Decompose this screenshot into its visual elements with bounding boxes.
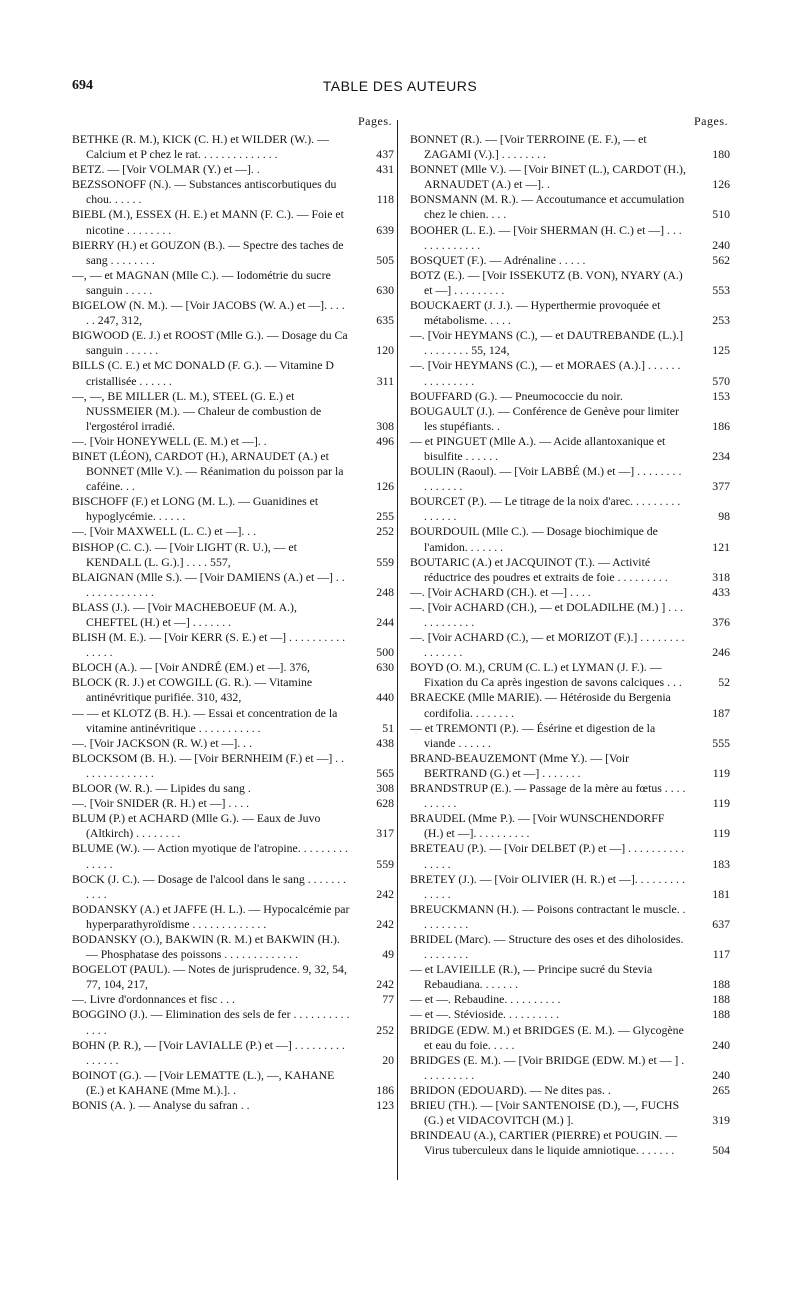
entry-text: BONIS (A. ). — Analyse du safran . .	[72, 1098, 250, 1112]
entry-page-refs: 240	[712, 1037, 730, 1052]
entry-page-refs: 377	[712, 479, 730, 494]
index-entry	[410, 962, 730, 992]
index-entry	[410, 690, 730, 720]
entry-page-refs: 637	[712, 916, 730, 931]
entry-page-refs: 117	[712, 947, 730, 962]
left-column	[72, 114, 394, 1113]
entry-page-refs: 246	[712, 645, 730, 660]
index-entry	[410, 841, 730, 871]
entry-text: BOOHER (L. E.). — [Voir SHERMAN (H. C.) et —] . . . . . . . . . . . . .	[410, 222, 682, 252]
index-entry	[72, 675, 394, 705]
entry-text: BLUM (P.) et ACHARD (Mlle G.). — Eaux de Juvo (Altkirch) . . . . . . . .	[72, 811, 321, 841]
entry-page-refs: 433	[712, 584, 730, 599]
entry-text: — et —. Rebaudine. . . . . . . . . .	[410, 992, 561, 1007]
entry-page-refs: 188	[712, 992, 730, 1007]
entry-page-refs: 440	[376, 690, 394, 705]
index-entry	[410, 660, 730, 690]
index-entry	[410, 630, 730, 660]
index-entry	[72, 389, 394, 434]
entry-text: BIGWOOD (E. J.) et ROOST (Mlle G.). — Dosage du Ca sanguin . . . . . .	[72, 328, 348, 358]
entry-page-refs: 77	[382, 992, 394, 1007]
entry-page-refs: 319	[712, 1113, 730, 1128]
entry-page-refs: 639	[376, 222, 394, 237]
entry-page-refs: 240	[712, 237, 730, 252]
entry-text: BOTZ (E.). — [Voir ISSEKUTZ (B. VON), NYARY (A.) et —] . . . . . . . . .	[410, 267, 683, 297]
entry-text: BISHOP (C. C.). — [Voir LIGHT (R. U.), — et KENDALL (L. G.).] . . . . 557,	[72, 539, 297, 569]
index-entry	[72, 630, 394, 660]
entry-text: BOUFFARD (G.). — Pneumococcie du noir.	[410, 388, 623, 403]
index-entry	[72, 570, 394, 600]
entry-page-refs: 126	[376, 479, 394, 494]
index-entry	[410, 268, 730, 298]
entry-page-refs: 562	[712, 252, 730, 267]
entry-text: BRAND-BEAUZEMONT (Mme Y.). — [Voir BERTRAND (G.) et —] . . . . . . .	[410, 750, 630, 780]
entry-page-refs: 559	[376, 856, 394, 871]
entry-text: —. [Voir JACKSON (R. W.) et —]. . .	[72, 735, 253, 750]
index-entry	[410, 781, 730, 811]
entry-text: —. [Voir ACHARD (C.), — et MORIZOT (F.).] . . . . . . . . . . . . . . .	[410, 630, 685, 660]
entry-text: BLOCK (R. J.) et COWGILL (G. R.). — Vitamine antinévritique purifiée. 310, 432,	[72, 675, 313, 705]
entry-page-refs: 376	[712, 615, 730, 629]
entry-text: BOCK (J. C.). — Dosage de l'alcool dans le sang . . . . . . . . . . .	[72, 871, 347, 901]
index-entry	[72, 706, 394, 736]
entry-page-refs: 253	[712, 313, 730, 328]
entry-page-refs: 120	[376, 343, 394, 358]
entry-page-refs: 244	[376, 615, 394, 629]
index-entry	[72, 600, 394, 630]
entry-page-refs: 125	[712, 343, 730, 358]
entry-page-refs: 126	[712, 177, 730, 192]
entry-page-refs: 559	[376, 554, 394, 569]
entry-text: BRIDEL (Marc). — Structure des oses et des diholosides. . . . . . . . .	[410, 931, 684, 962]
entry-page-refs: 504	[712, 1143, 730, 1158]
index-entry	[410, 358, 730, 388]
entry-text: —. [Voir HEYMANS (C.), — et DAUTREBANDE (L.).] . . . . . . . . 55, 124,	[410, 328, 684, 358]
entry-page-refs: 265	[712, 1082, 730, 1097]
index-entry	[72, 751, 394, 781]
entry-text: BREUCKMANN (H.). — Poisons contractant le muscle. . . . . . . . . .	[410, 901, 686, 931]
entry-text: BLISH (M. E.). — [Voir KERR (S. E.) et —] . . . . . . . . . . . . . . .	[72, 630, 346, 660]
entry-text: BISCHOFF (F.) et LONG (M. L.). — Guanidines et hypoglycémie. . . . . .	[72, 494, 319, 524]
index-entry	[72, 358, 394, 388]
index-entry	[72, 207, 394, 237]
entry-page-refs: 252	[376, 524, 394, 539]
entry-text: BRANDSTRUP (E.). — Passage de la mère au fœtus . . . . . . . . . .	[410, 781, 686, 811]
entry-page-refs: 255	[376, 509, 394, 524]
entry-text: BONSMANN (M. R.). — Accoutumance et accumulation chez le chien. . . .	[410, 192, 685, 222]
index-entry	[72, 781, 394, 796]
index-entry	[72, 811, 394, 841]
index-entry	[410, 1128, 730, 1158]
index-entry	[410, 223, 730, 253]
index-entry	[410, 1083, 730, 1098]
entry-page-refs: 153	[712, 388, 730, 403]
entry-text: BLASS (J.). — [Voir MACHEBOEUF (M. A.), CHEFTEL (H.) et —] . . . . . . .	[72, 599, 297, 629]
entry-page-refs: 630	[376, 282, 394, 297]
index-entry	[72, 736, 394, 751]
entry-page-refs: 119	[712, 826, 730, 841]
index-entry	[72, 328, 394, 358]
index-entry	[72, 238, 394, 268]
index-entry	[410, 1023, 730, 1053]
entry-page-refs: 188	[712, 1007, 730, 1022]
index-entry	[410, 1098, 730, 1128]
entry-text: —, — et MAGNAN (Mlle C.). — Iodométrie du sucre sanguin . . . . .	[72, 267, 331, 297]
entry-text: BODANSKY (A.) et JAFFE (H. L.). — Hypocalcémie par hyperparathyroïdisme . . . . . . . . . . . . .	[72, 901, 350, 931]
index-entry	[410, 1007, 730, 1022]
index-entry	[72, 660, 394, 675]
entry-text: BRAECKE (Mlle MARIE). — Hétéroside du Bergenia cordifolia. . . . . . . .	[410, 690, 671, 720]
entry-text: BOUTARIC (A.) et JACQUINOT (T.). — Activité réductrice des poudres et extraits de foie . . . . . . . . .	[410, 554, 668, 584]
entry-text: BLOCKSOM (B. H.). — [Voir BERNHEIM (F.) et —] . . . . . . . . . . . . . .	[72, 750, 345, 780]
entry-text: BOGELOT (PAUL). — Notes de jurisprudence. 9, 32, 54, 77, 104, 217,	[72, 962, 347, 992]
entry-text: BRIDGES (E. M.). — [Voir BRIDGE (EDW. M.) et — ] . . . . . . . . . .	[410, 1052, 685, 1082]
entry-text: BRAUDEL (Mme P.). — [Voir WUNSCHENDORFF (H.) et —]. . . . . . . . . .	[410, 811, 665, 841]
index-entry	[410, 298, 730, 328]
index-entry	[72, 524, 394, 539]
entry-text: BRETEY (J.). — [Voir OLIVIER (H. R.) et —]. . . . . . . . . . . . . .	[410, 871, 685, 901]
entry-text: BIEBL (M.), ESSEX (H. E.) et MANN (F. C.). — Foie et nicotine . . . . . . . .	[72, 207, 344, 237]
entry-text: BRIDGE (EDW. M.) et BRIDGES (E. M.). — Glycogène et eau du foie. . . . .	[410, 1022, 684, 1052]
entry-text: —. Livre d'ordonnances et fisc . . .	[72, 992, 235, 1007]
entry-text: BLOCH (A.). — [Voir ANDRÉ (EM.) et —]. 376,	[72, 660, 310, 675]
entry-text: BOGGINO (J.). — Elimination des sels de fer . . . . . . . . . . . . . .	[72, 1007, 350, 1037]
entry-text: BIGELOW (N. M.). — [Voir JACOBS (W. A.) et —]. . . . . . 247, 312,	[72, 298, 345, 328]
entry-page-refs: 555	[712, 735, 730, 750]
entry-text: BOURCET (P.). — Le titrage de la noix d'arec. . . . . . . . . . . . . . .	[410, 494, 681, 524]
entry-page-refs: 242	[376, 916, 394, 931]
entry-page-refs: 308	[376, 418, 394, 433]
entry-text: BILLS (C. E.) et MC DONALD (F. G.). — Vitamine D cristallisée . . . . . .	[72, 358, 334, 388]
entry-text: —. [Voir ACHARD (CH.). et —] . . . .	[410, 584, 591, 599]
entry-page-refs: 187	[712, 705, 730, 720]
index-entry	[72, 132, 394, 162]
entry-page-refs: 121	[712, 539, 730, 554]
entry-text: — et —. Stévioside. . . . . . . . . .	[410, 1007, 560, 1022]
index-entry	[410, 585, 730, 600]
index-entry	[72, 1068, 394, 1098]
index-entry	[72, 434, 394, 449]
index-entry	[410, 992, 730, 1007]
column-divider	[397, 120, 398, 1180]
entry-page-refs: 252	[376, 1022, 394, 1037]
entry-page-refs: 248	[376, 584, 394, 599]
entry-page-refs: 308	[376, 781, 394, 796]
index-entry	[410, 751, 730, 781]
entry-page-refs: 234	[712, 448, 730, 463]
entry-text: BOURDOUIL (Mlle C.). — Dosage biochimique de l'amidon. . . . . . .	[410, 524, 658, 554]
entry-text: — et PINGUET (Mlle A.). — Acide allantoxanique et bisulfite . . . . . .	[410, 433, 666, 463]
entry-page-refs: 119	[712, 765, 730, 780]
index-entry	[72, 494, 394, 524]
entry-page-refs: 496	[376, 433, 394, 448]
entry-page-refs: 553	[712, 282, 730, 297]
index-entry	[410, 1053, 730, 1083]
index-entry	[72, 962, 394, 992]
index-entry	[72, 449, 394, 494]
index-entry	[410, 872, 730, 902]
index-entry	[410, 328, 730, 358]
entry-text: BOHN (P. R.), — [Voir LAVIALLE (P.) et —] . . . . . . . . . . . . . . .	[72, 1037, 345, 1067]
entry-page-refs: 630	[376, 660, 394, 675]
entry-page-refs: 565	[376, 765, 394, 780]
index-entry	[410, 132, 730, 162]
entry-text: BLAIGNAN (Mlle S.). — [Voir DAMIENS (A.) et —] . . . . . . . . . . . . . .	[72, 569, 345, 599]
index-entry	[410, 162, 730, 192]
entry-page-refs: 628	[376, 796, 394, 811]
entry-text: —. [Voir MAXWELL (L. C.) et —]. . .	[72, 524, 257, 539]
index-entry	[410, 404, 730, 434]
entry-text: BONNET (Mlle V.). — [Voir BINET (L.), CARDOT (H.), ARNAUDET (A.) et —]. .	[410, 162, 686, 192]
index-entry	[72, 298, 394, 328]
entry-page-refs: 240	[712, 1067, 730, 1082]
entry-text: —, —, BE MILLER (L. M.), STEEL (G. E.) et NUSSMEIER (M.). — Chaleur de combustion de l'ergostérol irradié.	[72, 388, 322, 433]
page-number: 694	[72, 78, 93, 93]
entry-page-refs: 51	[382, 720, 394, 735]
index-entry	[72, 268, 394, 298]
entry-page-refs: 510	[712, 207, 730, 222]
entry-text: BONNET (R.). — [Voir TERROINE (E. F.), — et ZAGAMI (V.).] . . . . . . . .	[410, 132, 647, 162]
entry-text: — et LAVIEILLE (R.), — Principe sucré du Stevia Rebaudiana. . . . . . .	[410, 962, 653, 992]
entry-text: BRIEU (TH.). — [Voir SANTENOISE (D.), —, FUCHS (G.) et VIDACOVITCH (M.) ].	[410, 1098, 680, 1128]
index-entry	[72, 177, 394, 207]
index-entry	[72, 540, 394, 570]
index-entry	[410, 902, 730, 932]
index-entry	[72, 872, 394, 902]
index-entry	[410, 524, 730, 554]
entry-text: BLUME (W.). — Action myotique de l'atropine. . . . . . . . . . . . . .	[72, 841, 348, 871]
entry-page-refs: 311	[376, 373, 394, 388]
index-entry	[410, 253, 730, 268]
index-entry	[72, 796, 394, 811]
index-entry	[410, 192, 730, 222]
entry-page-refs: 242	[376, 886, 394, 901]
entry-text: BLOOR (W. R.). — Lipides du sang .	[72, 781, 251, 796]
index-entry	[410, 389, 730, 404]
entry-text: BOINOT (G.). — [Voir LEMATTE (L.), —, KAHANE (E.) et KAHANE (Mme M.).]. .	[72, 1067, 335, 1097]
index-entry	[72, 162, 394, 177]
index-entry	[410, 555, 730, 585]
entry-page-refs: 181	[712, 886, 730, 901]
index-entry	[72, 1007, 394, 1037]
entry-page-refs: 123	[376, 1098, 394, 1112]
entry-page-refs: 317	[376, 826, 394, 841]
index-entry	[72, 902, 394, 932]
index-entry	[410, 464, 730, 494]
entry-page-refs: 431	[376, 162, 394, 177]
entry-page-refs: 188	[712, 977, 730, 992]
entry-page-refs: 98	[718, 509, 730, 524]
entry-text: BETHKE (R. M.), KICK (C. H.) et WILDER (W.). — Calcium et P chez le rat. . . . . . . . . . . . . .	[72, 132, 329, 162]
right-column	[410, 114, 730, 1158]
entry-page-refs: 438	[376, 735, 394, 750]
index-entry	[72, 1098, 394, 1113]
entry-text: BOUGAULT (J.). — Conférence de Genève pour limiter les stupéfiants. .	[410, 403, 679, 433]
entry-page-refs: 635	[376, 313, 394, 328]
entry-page-refs: 186	[376, 1082, 394, 1097]
entry-page-refs: 437	[376, 147, 394, 162]
entry-text: BOULIN (Raoul). — [Voir LABBÉ (M.) et —] . . . . . . . . . . . . . . .	[410, 464, 682, 494]
entry-page-refs: 570	[712, 373, 730, 388]
index-entry	[72, 992, 394, 1007]
entry-text: BRETEAU (P.). — [Voir DELBET (P.) et —] . . . . . . . . . . . . . . .	[410, 841, 685, 871]
entry-text: —. [Voir HONEYWELL (E. M.) et —]. .	[72, 433, 267, 448]
index-entry	[410, 600, 730, 630]
index-entry	[72, 841, 394, 871]
entry-page-refs: 118	[376, 192, 394, 207]
pages-label: Pages.	[358, 114, 392, 128]
entry-text: —. [Voir SNIDER (R. H.) et —] . . . .	[72, 796, 250, 811]
index-entry	[72, 932, 394, 962]
entry-page-refs: 318	[712, 569, 730, 584]
entry-text: BOSQUET (F.). — Adrénaline . . . . .	[410, 252, 586, 267]
entry-text: BINET (LÉON), CARDOT (H.), ARNAUDET (A.) et BONNET (Mlle V.). — Réanimation du poisson par la caféine. . .	[72, 448, 344, 494]
entry-page-refs: 49	[382, 947, 394, 962]
entry-page-refs: 186	[712, 418, 730, 433]
entry-text: BRIDON (EDOUARD). — Ne dites pas. .	[410, 1082, 611, 1097]
index-entry	[410, 494, 730, 524]
entry-text: BETZ. — [Voir VOLMAR (Y.) et —]. .	[72, 162, 260, 177]
index-entry	[410, 721, 730, 751]
entry-text: BRINDEAU (A.), CARTIER (PIERRE) et POUGIN. — Virus tuberculeux dans le liquide amniotique. . . . . . .	[410, 1128, 677, 1158]
index-entry	[410, 811, 730, 841]
index-entry	[72, 1038, 394, 1068]
entry-text: —. [Voir ACHARD (CH.), — et DOLADILHE (M.) ] . . . . . . . . . . . .	[410, 599, 684, 629]
running-title: TABLE DES AUTEURS	[322, 78, 478, 94]
entry-page-refs: 20	[382, 1052, 394, 1067]
entry-page-refs: 119	[712, 796, 730, 811]
entry-text: BOUCKAERT (J. J.). — Hyperthermie provoquée et métabolisme. . . . .	[410, 298, 661, 328]
entry-text: —. [Voir HEYMANS (C.), — et MORAES (A.).] . . . . . . . . . . . . . . .	[410, 358, 681, 388]
index-entry	[410, 434, 730, 464]
entry-page-refs: 242	[376, 977, 394, 992]
entry-text: BODANSKY (O.), BAKWIN (R. M.) et BAKWIN (H.). — Phosphatase des poissons . . . . . . . . . . . . .	[72, 931, 340, 962]
entry-page-refs: 180	[712, 147, 730, 162]
entry-text: BIERRY (H.) et GOUZON (B.). — Spectre des taches de sang . . . . . . . .	[72, 237, 344, 267]
entry-page-refs: 183	[712, 856, 730, 871]
entry-text: — — et KLOTZ (B. H.). — Essai et concentration de la vitamine antinévritique . . . . . . . . . . .	[72, 705, 338, 735]
entry-page-refs: 52	[718, 675, 730, 690]
entry-text: BOYD (O. M.), CRUM (C. L.) et LYMAN (J. F.). — Fixation du Ca après ingestion de savons calciques . . .	[410, 660, 682, 690]
entry-page-refs: 500	[376, 645, 394, 660]
entry-text: BEZSSONOFF (N.). — Substances antiscorbutiques du chou. . . . . .	[72, 177, 337, 207]
index-entry	[410, 932, 730, 962]
pages-label: Pages.	[694, 114, 728, 128]
entry-page-refs: 505	[376, 252, 394, 267]
entry-text: — et TREMONTI (P.). — Ésérine et digestion de la viande . . . . . .	[410, 720, 656, 750]
